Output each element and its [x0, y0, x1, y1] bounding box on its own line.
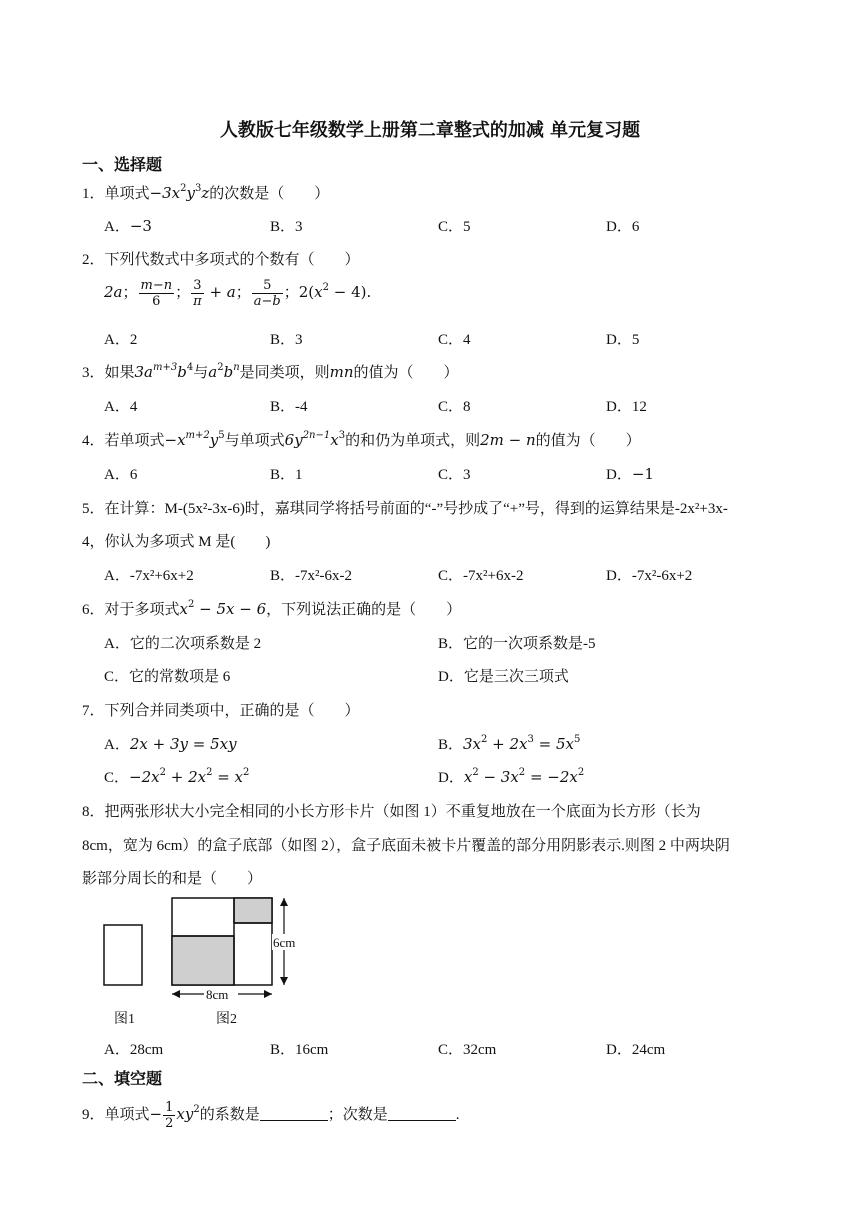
page-title: 人教版七年级数学上册第二章整式的加减 单元复习题 — [219, 120, 641, 141]
question-5-line-2: 4，你认为多项式 M 是( ) — [82, 534, 271, 550]
answer-blank-degree[interactable] — [388, 1106, 456, 1121]
q2-option-a[interactable]: A．2 — [104, 332, 138, 348]
q5-option-b[interactable]: B．-7x²-6x-2 — [270, 568, 352, 584]
figure-1-caption: 图1 — [114, 1012, 135, 1027]
question-4: 4．若单项式$-x^{m+2}y^5$与单项式$6y^{2n-1}x^3$的和仍为单项式，则2m − n的值为（ ） — [82, 430, 641, 449]
arrow-right-icon — [264, 990, 272, 998]
section-heading-fill-in: 二、填空题 — [82, 1069, 163, 1088]
q3-option-a[interactable]: A．4 — [104, 399, 138, 415]
q3-option-b[interactable]: B．-4 — [270, 399, 308, 415]
q1-option-b[interactable]: B．3 — [270, 219, 303, 235]
question-5-line-1: 5．在计算：M-(5x²-3x-6)时，嘉琪同学将括号前面的“-”号抄成了“+”号，得到的运算结果是-2x²+3x- — [82, 501, 728, 517]
q8-figure — [96, 892, 326, 1032]
arrow-up-icon — [280, 898, 288, 906]
q3-option-c[interactable]: C．8 — [438, 399, 471, 415]
q1-option-d[interactable]: D．6 — [606, 219, 640, 235]
q6-option-d[interactable]: D．它是三次三项式 — [438, 669, 569, 685]
q7-option-a[interactable]: A．2x + 3y = 5xy — [104, 735, 237, 753]
q7-option-c[interactable]: C．$-2x^2 + 2x^2 = x^2$ — [104, 767, 250, 786]
question-2: 2．下列代数式中多项式的个数有（ ） — [82, 252, 360, 268]
q4-option-a[interactable]: A．6 — [104, 467, 138, 483]
question-1: 1．单项式$-3x^2y^3z$的次数是（ ） — [82, 183, 330, 202]
height-label: 6cm — [273, 935, 296, 950]
question-8-line-1: 8．把两张形状大小完全相同的小长方形卡片（如图 1）不重复地放在一个底面为长方形（长为 — [82, 804, 701, 820]
q8-option-d[interactable]: D．24cm — [606, 1042, 666, 1058]
q4-option-d[interactable]: D．−1 — [606, 465, 654, 483]
q1-option-a[interactable]: A．−3 — [104, 217, 152, 235]
q8-option-b[interactable]: B．16cm — [270, 1042, 329, 1058]
question-9: 9．单项式− $\frac{1}{2}$ $xy^2$的系数是 ；次数是 . — [82, 1100, 460, 1131]
q1-option-c[interactable]: C．5 — [438, 219, 471, 235]
q2-option-c[interactable]: C．4 — [438, 332, 471, 348]
q5-option-d[interactable]: D．-7x²-6x+2 — [606, 568, 693, 584]
q7-option-b[interactable]: B．$3x^2 + 2x^3 = 5x^5$ — [438, 734, 581, 753]
figure-1-card — [104, 925, 142, 985]
q3-option-d[interactable]: D．12 — [606, 399, 647, 415]
q6-option-c[interactable]: C．它的常数项是 6 — [104, 669, 231, 685]
question-8-line-3: 影部分周长的和是（ ） — [82, 871, 263, 887]
q8-option-c[interactable]: C．32cm — [438, 1042, 497, 1058]
q2-option-b[interactable]: B．3 — [270, 332, 303, 348]
question-6: 6．对于多项式$x^2 - 5x - 6$，下列说法正确的是（ ） — [82, 599, 462, 618]
arrow-left-icon — [172, 990, 180, 998]
figure-2-shaded-region-top — [234, 898, 272, 923]
q5-option-c[interactable]: C．-7x²+6x-2 — [438, 568, 524, 584]
figure-2-caption: 图2 — [216, 1012, 237, 1027]
q2-option-d[interactable]: D．5 — [606, 332, 640, 348]
question-8-line-2: 8cm，宽为 6cm）的盒子底部（如图 2），盒子底面未被卡片覆盖的部分用阴影表示.则图 2 中两块阴 — [82, 838, 730, 854]
q7-option-d[interactable]: D．$x^2 - 3x^2 = -2x^2$ — [438, 767, 585, 786]
q6-option-b[interactable]: B．它的一次项系数是-5 — [438, 636, 596, 652]
section-heading-choice: 一、选择题 — [82, 155, 163, 174]
q2-expressions: 2a； $\frac{m-n}{6}$ ； $\frac{3}{\pi}$ + a； $\frac{5}{a-b}$ ；$2(x^2 - 4)$. — [104, 278, 372, 309]
answer-blank-coefficient[interactable] — [260, 1106, 328, 1121]
question-3: 3．如果$3a^{m+3}b^4$与$a^2b^n$是同类项，则mn的值为（ ） — [82, 362, 459, 381]
question-7: 7．下列合并同类项中，正确的是（ ） — [82, 703, 360, 719]
q4-option-b[interactable]: B．1 — [270, 467, 303, 483]
width-label: 8cm — [206, 987, 229, 1002]
q8-option-a[interactable]: A．28cm — [104, 1042, 164, 1058]
q6-option-a[interactable]: A．它的二次项系数是 2 — [104, 636, 262, 652]
figure-2-shaded-region-left — [172, 936, 234, 985]
q4-option-c[interactable]: C．3 — [438, 467, 471, 483]
arrow-down-icon — [280, 977, 288, 985]
q5-option-a[interactable]: A．-7x²+6x+2 — [104, 568, 194, 584]
